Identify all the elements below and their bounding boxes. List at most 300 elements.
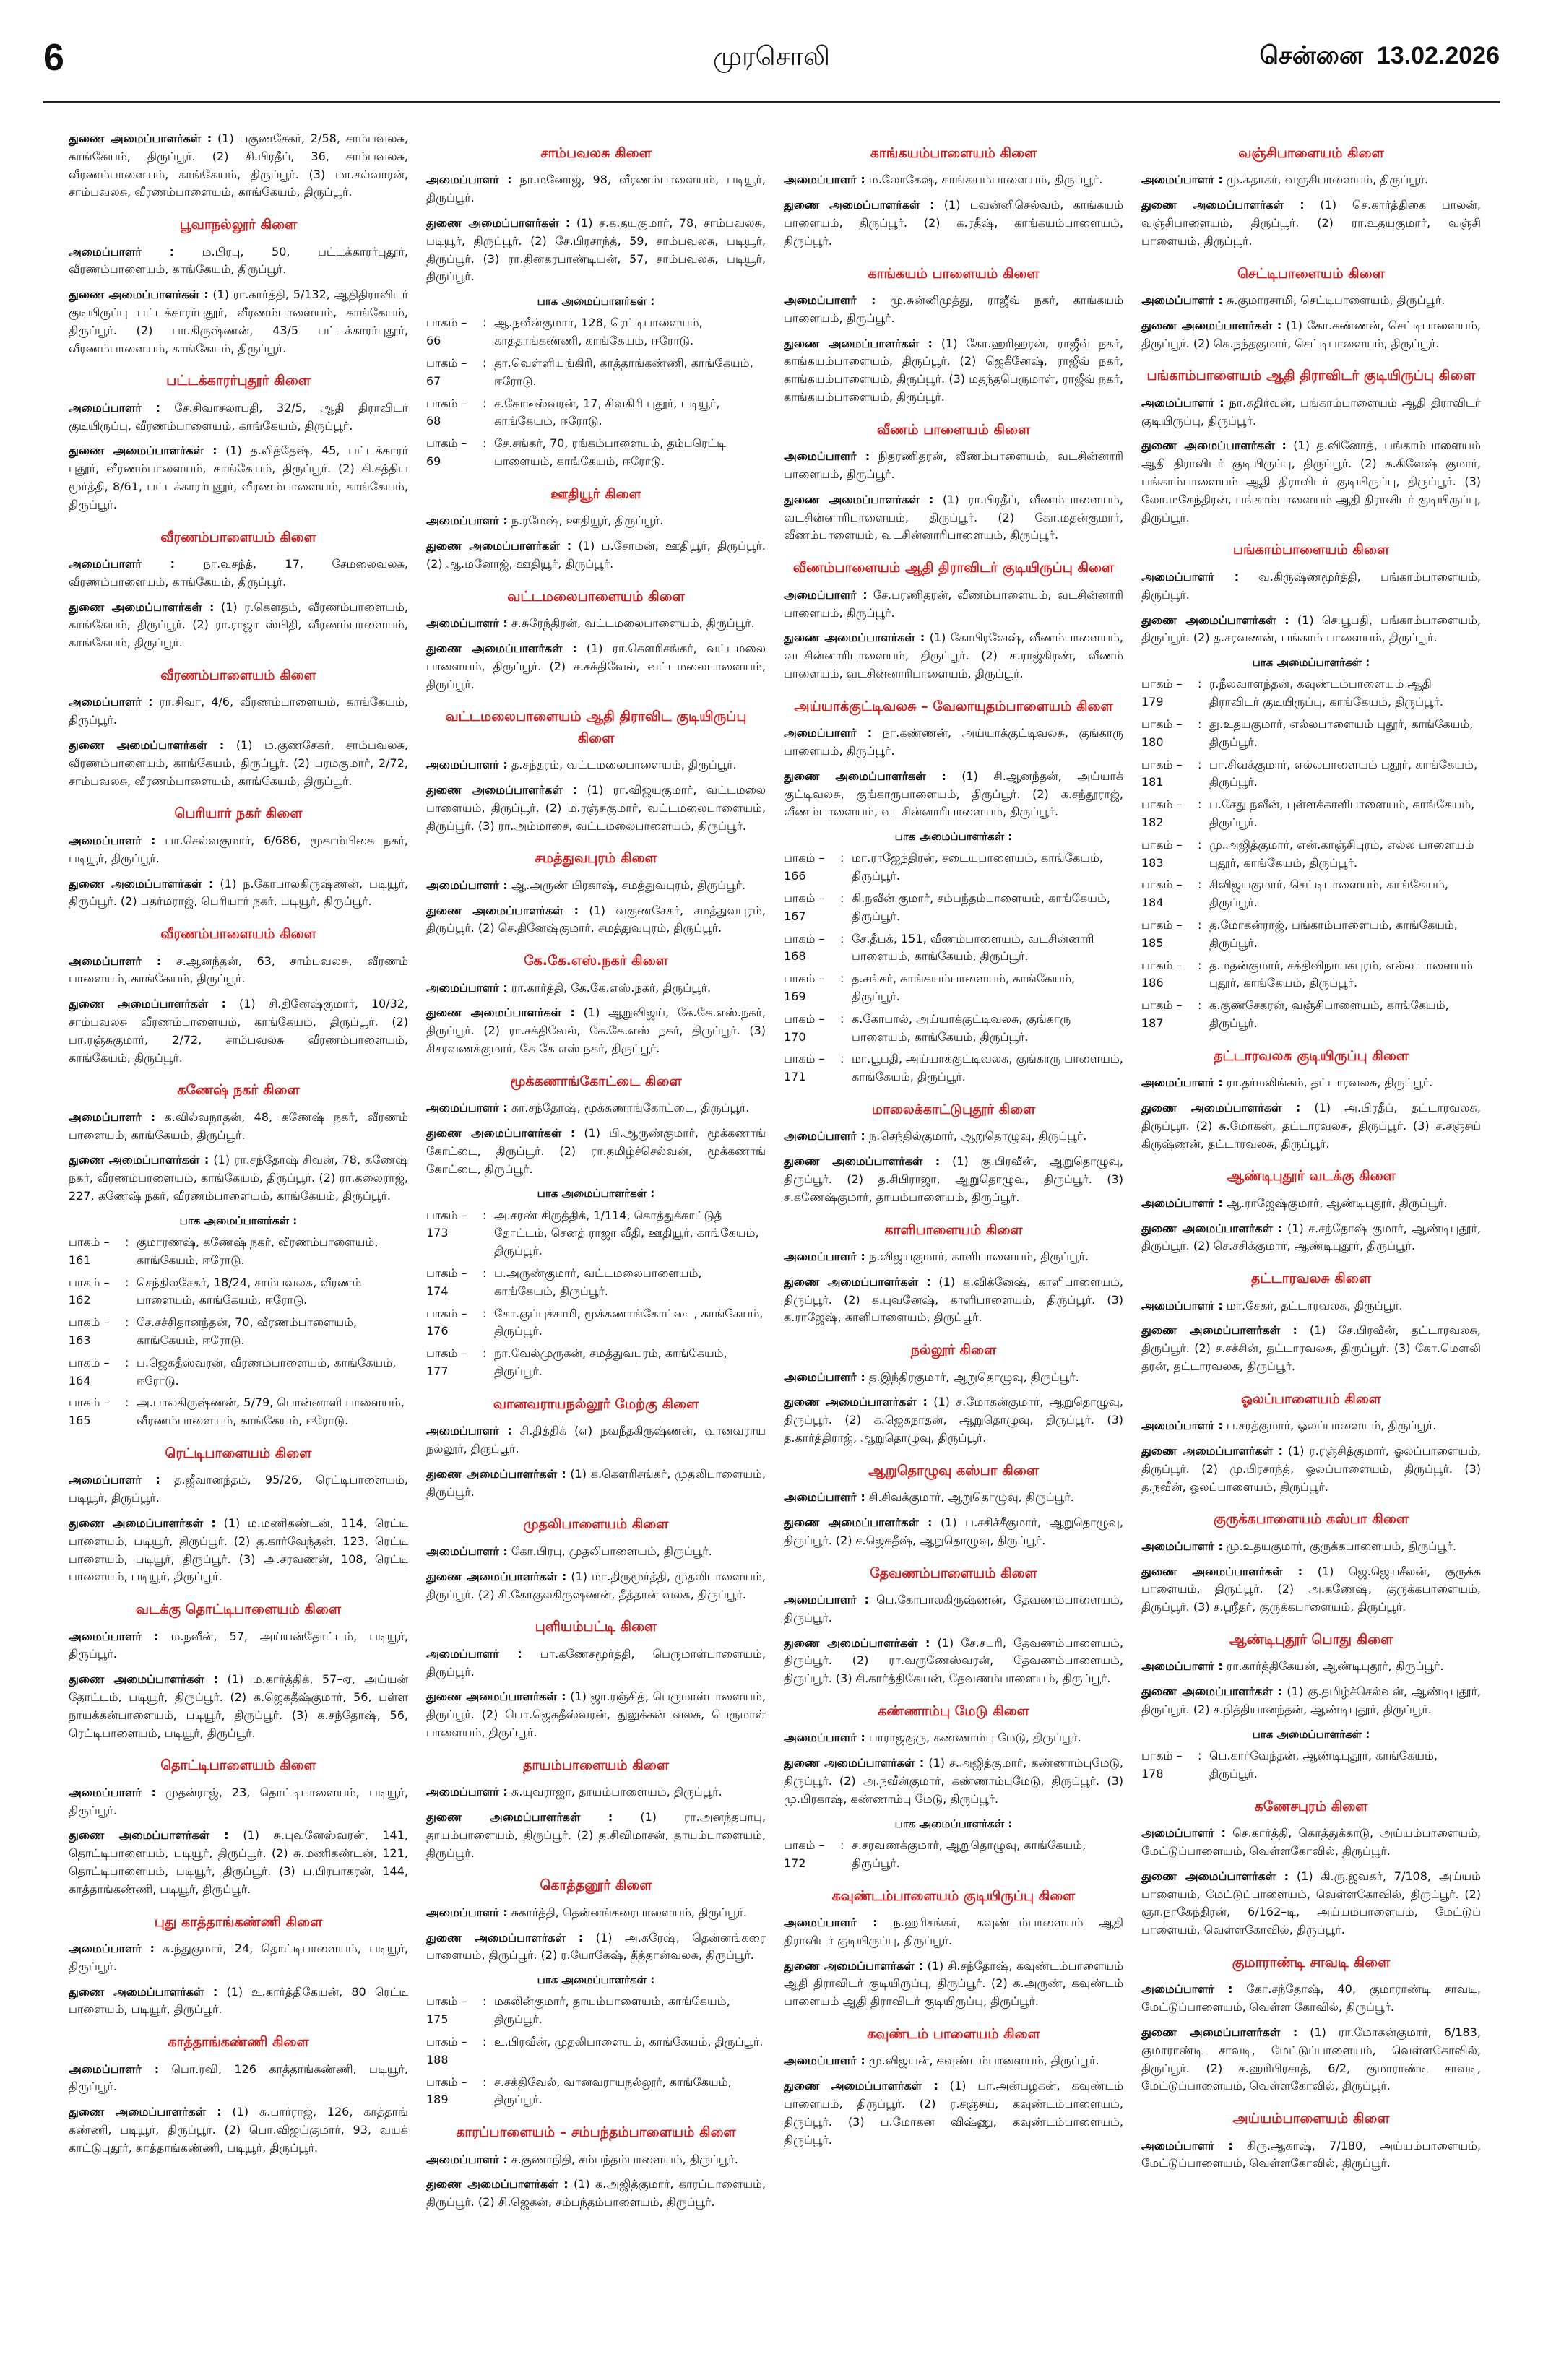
deputies-label: துணை அமைப்பாளர்கள் : [1141, 318, 1282, 332]
secretary-entry [426, 171, 766, 207]
branch-title: வட்டமலைபாளையம் கிளை [507, 588, 685, 605]
secretary-name: மு.சுதாகர், வஞ்சிபாளையம், திருப்பூர். [1226, 173, 1429, 187]
secretary-entry [1141, 2137, 1481, 2173]
deputies-label: துணை அமைப்பாளர்கள் : [69, 1153, 209, 1167]
dateline [1260, 42, 1500, 73]
deputies-label: துணை அமைப்பாளர்கள் : [1141, 1564, 1303, 1578]
deputies-entry [426, 1929, 766, 1965]
deputies-label: துணை அமைப்பாளர்கள் : [784, 2079, 938, 2093]
secretary-name: நா.மனோஜ், 98, வீரணம்பாளையம், படியூர், திருப்பூர். [426, 173, 766, 205]
part-entry [1141, 876, 1481, 912]
branch-block [69, 1912, 408, 2020]
branch-block [784, 1220, 1123, 1328]
deputies-label: துணை அமைப்பாளர்கள் : [426, 1809, 613, 1824]
deputies-names: (1) சி.தினேஷ்குமார், 10/32, சாம்பவலசு வீரணம்பாளையம், காங்கேயம், திருப்பூர். (2) பா.ரஞ்சுகுமார், 2/72, சாம்பவலசு வீரணம்பாளையம், காங்கேயம், திருப்பூர். [69, 997, 408, 1065]
part-number: பாகம் – 173 [426, 1208, 467, 1240]
branch-block [426, 143, 766, 471]
secretary-label: அமைப்பாளர் : [426, 980, 508, 995]
secretary-name: கிரு.ஆகாஷ், 7/180, அய்யம்பாளையம், மேட்டுப்பாளையம், வெள்ளகோவில், திருப்பூர். [1141, 2138, 1481, 2171]
secretary-name: சே.சிவாசலாபதி, 32/5, ஆதி திராவிடர் குடியிருப்பு, வீரணம்பாளையம், காங்கேயம், திருப்பூர். [69, 400, 408, 433]
secretary-name: சே.பரணிதரன், வீணம்பாளையம், வடசின்னாரி பாளையம், திருப்பூர். [784, 587, 1123, 620]
part-separator: : [840, 891, 844, 905]
branch-block [69, 371, 408, 514]
deputies-names: (1) ப.சசிச்சீகுமார், ஆறுதொழுவு, திருப்பூர். (2) ச.ஜெகதீஷ், ஆறுதொழுவு, திருப்பூர். [784, 1515, 1123, 1547]
deputies-label: துணை அமைப்பாளர்கள் : [426, 539, 572, 553]
deputies-entry [784, 491, 1123, 545]
deputies-label: துணை அமைப்பாளர்கள் : [69, 600, 215, 614]
deputies-names: (1) கோ.கண்ணன், செட்டிபாளையம், திருப்பூர். (2) கெ.நந்தகுமார், செட்டிபாளையம், திருப்பூர். [1141, 318, 1481, 350]
part-secretary: ர.நீலவாளந்தன், கவுண்டம்பாளையம் ஆதி திராவிடர் குடியிருப்பு, காங்கேயம், திருப்பூர். [1209, 677, 1443, 709]
secretary-name: ம.லோகேஷ், காங்கயம்பாளையம், திருப்பூர். [868, 173, 1103, 187]
deputies-entry [1141, 612, 1481, 648]
secretary-entry [69, 555, 408, 592]
part-secretary: த.மதன்குமார், சக்திவிநாயகபுரம், எல்ல பாளையம் புதூர், காங்கேயம், திருப்பூர். [1209, 958, 1473, 990]
deputies-entry [1141, 1683, 1481, 1719]
deputies-names: (1) ரா.கௌரிசங்கர், வட்டமலை பாளையம், திருப்பூர். (2) ச.சக்திவேல், வட்டமலைபாளையம், திருப்பூர். [426, 641, 766, 691]
secretary-entry [784, 1729, 1123, 1747]
branch-title: தட்டாரவலசு கிளை [1250, 1271, 1372, 1287]
secretary-label: அமைப்பாளர் : [69, 557, 176, 571]
column-3 [784, 130, 1123, 2355]
branch-title: நல்லூர் கிளை [910, 1342, 997, 1359]
secretary-name: சி.தித்திக் (எ) நவநீதகிருஷ்ணன், வானவராய நல்லூர், திருப்பூர். [426, 1424, 766, 1456]
deputies-entry [784, 2077, 1123, 2149]
part-separator: : [1198, 797, 1202, 812]
branch-block [784, 558, 1123, 683]
secretary-entry [69, 243, 408, 280]
secretary-entry [426, 979, 766, 998]
secretary-label: அமைப்பாளர் : [69, 244, 175, 259]
part-number: பாகம் – 177 [426, 1346, 467, 1379]
secretary-entry [426, 1783, 766, 1801]
branch-block [784, 1340, 1123, 1448]
branch-block [426, 1875, 766, 2109]
branch-block [426, 484, 766, 574]
secretary-entry [784, 587, 1123, 623]
branch-title: வீரணம்பாளையம் கிளை [160, 926, 316, 943]
branch-block [1141, 540, 1481, 1032]
deputies-names: (1) ஆறுவிஜய், கே.கே.எஸ்.நகர், திருப்பூர். (2) ரா.சக்திவேல், கே.கே.எஸ் நகர், திருப்பூர். (3) சிசரவணக்குமார், கே கே எஸ் நகர், திருப்பூர். [426, 1005, 766, 1056]
issue-date: 13.02.2026 [1376, 42, 1500, 69]
secretary-name: பெ.கோபாலகிருஷ்ணன், தேவணம்பாளையம், திருப்பூர். [784, 1593, 1123, 1624]
secretary-entry [784, 2052, 1123, 2070]
deputies-names: (1) அ.சுரேஷ், தென்னங்கரை பாளையம், திருப்பூர். (2) ர.யோகேஷ், தீத்தான்வலசு, திருப்பூர். [426, 1930, 766, 1963]
secretary-entry [426, 1904, 766, 1922]
secretary-label: அமைப்பாளர் : [784, 726, 873, 740]
part-separator: : [483, 1266, 487, 1281]
deputies-names: (1) ச.சந்தோஷ் குமார், ஆண்டிபுதூர், திருப்பூர். (2) செ.சசிக்குமார், ஆண்டிபுதூர், திருப்பூர். [1141, 1221, 1481, 1253]
deputies-label: துணை அமைப்பாளர்கள் : [69, 876, 214, 891]
secretary-entry [1141, 1538, 1481, 1556]
part-number: பாகம் – 184 [1141, 878, 1183, 910]
deputies-names: (1) ஜா.ரஞ்சித், பெருமாள்பாளையம், திருப்பூர். (2) பொ.ஜெகதீஸ்வரன், துலுக்கன் வலசு, பெருமாள் பாளையம், திருப்பூர். [426, 1689, 766, 1739]
deputies-names: (1) ரா.மோகன்குமார், 6/183, குமாராண்டி சாவடி, மேட்டுப்பாளையம், வெள்ளகோவில், திருப்பூர். (2) ச.ஹரிபிரசாத், 6/2, குமாராண்டி சாவடி, மேட்டுப்பாளையம், வெள்ளகோவில், திருப்பூர். [1141, 2025, 1481, 2093]
part-entry [1141, 997, 1481, 1033]
part-number: பாகம் – 174 [426, 1266, 467, 1298]
part-separator: : [483, 1208, 487, 1222]
secretary-name: ந.ஹரிசங்கர், கவுண்டம்பாளையம் ஆதி திராவிடர் குடியிருப்பு, திருப்பூர். [784, 1915, 1123, 1947]
deputies-label: துணை அமைப்பாளர்கள் : [784, 1515, 933, 1530]
secretary-entry [426, 615, 766, 633]
branch-title: வட்டமலைபாளையம் ஆதி திராவிட குடியிருப்பு கிளை [445, 709, 747, 746]
part-number: பாகம் – 175 [426, 1994, 467, 2027]
part-secretaries-heading: பாக அமைப்பாளர்கள் : [894, 1817, 1013, 1830]
secretary-name: மு.விஜயன், கவுண்டம்பாளையம், திருப்பூர். [868, 2054, 1099, 2068]
part-secretary: கோ.குப்புச்சாமி, மூக்கணாங்கோட்டை, காங்கேயம், திருப்பூர். [494, 1306, 764, 1338]
part-entry [426, 395, 766, 431]
secretary-name: த.இந்திரகுமார், ஆறுதொழுவு, திருப்பூர். [868, 1369, 1079, 1384]
part-entry [426, 1265, 766, 1301]
branch-title: புளியம்பட்டி கிளை [535, 1619, 657, 1635]
deputies-label: துணை அமைப்பாளர்கள் : [1141, 2025, 1298, 2039]
secretary-label: அமைப்பாளர் : [784, 1593, 869, 1607]
secretary-label: அமைப்பாளர் : [426, 2152, 508, 2166]
part-secretary: து.உதயகுமார், எல்லபாளையம் புதூர், காங்கேயம், திருப்பூர். [1209, 717, 1474, 749]
secretary-label: அமைப்பாளர் : [1141, 173, 1223, 187]
part-separator: : [1198, 837, 1202, 852]
deputies-label: துணை அமைப்பாளர்கள் : [69, 287, 209, 302]
secretary-name: ச.சுரேந்திரன், வட்டமலைபாளையம், திருப்பூர். [511, 616, 755, 631]
secretary-entry [784, 1128, 1123, 1146]
deputies-entry [426, 537, 766, 574]
part-secretaries-heading: பாக அமைப்பாளர்கள் : [537, 1187, 655, 1200]
secretary-name: நா.சுதிர்வன், பங்காம்பாளையம் ஆதி திராவிடர் குடியிருப்பு, திருப்பூர். [1141, 395, 1481, 428]
part-secretary: ப.சேது நவீன், புள்ளக்காளிபாளையம், காங்கேயம், திருப்பூர். [1209, 797, 1475, 829]
deputies-entry [784, 1754, 1123, 1808]
branch-title: புது காத்தாங்கண்ணி கிளை [154, 1913, 323, 1930]
part-number: பாகம் – 171 [784, 1052, 825, 1084]
secretary-label: அமைப்பாளர் : [426, 1646, 522, 1661]
deputies-entry [784, 1514, 1123, 1550]
part-secretary: ச.சரவணக்குமார், ஆறுதொழுவு, காங்கேயம், திருப்பூர். [852, 1838, 1086, 1870]
part-entry [1141, 756, 1481, 792]
deputies-label: துணை அமைப்பாளர்கள் : [784, 1635, 930, 1650]
part-secretary: க.கோபால், அய்யாக்குட்டிவலசு, குங்காரு பாளையம், காங்கேயம், திருப்பூர். [852, 1011, 1071, 1044]
branch-title: முதலிபாளையம் கிளை [523, 1516, 669, 1533]
part-number: பாகம் – 67 [426, 356, 467, 388]
secretary-name: த.ஜீவானந்தம், 95/26, ரெட்டிபாளையம், படியூர், திருப்பூர். [69, 1473, 408, 1505]
deputies-names: (1) த.வினோத், பங்காம்பாளையம் ஆதி திராவிடர் குடியிருப்பு, திருப்பூர். (2) க.கிளேஷ் குமார், பங்காம்பாளையம் ஆதி திராவிடர் குடியிருப்பு, திருப்பூர். (3) லோ.மகேந்திரன், பங்காம்பாளையம் ஆதி திராவிடர் குடியிருப்பு, திருப்பூர். [1141, 438, 1481, 524]
branch-title: கொத்தனூர் கிளை [540, 1877, 652, 1894]
branch-block [1141, 2108, 1481, 2173]
branch-title: மூக்கணாங்கோட்டை கிளை [510, 1073, 682, 1089]
branch-title: கே.கே.எஸ்.நகர் கிளை [524, 953, 668, 969]
branch-block [426, 587, 766, 694]
part-secretary: த.சங்கர், காங்கயம்பாளையம், காங்கேயம், திருப்பூர். [852, 972, 1076, 1003]
deputies-names: (1) ம.கார்த்திக், 57–ஏ, அய்யன் தோட்டம், படியூர், திருப்பூர். (2) க.ஜெகதீஷ்குமார், 56, பள்ள நாயக்கன்பாளையம், படியூர், திருப்பூர். (3) க.சந்தோஷ், 56, ரெட்டிபாளையம், படியூர், திருப்பூர். [69, 1672, 408, 1740]
secretary-entry [1141, 1825, 1481, 1861]
secretary-entry [784, 1248, 1123, 1266]
branch-title: செட்டிபாளையம் கிளை [1237, 265, 1385, 282]
part-number: பாகம் – 66 [426, 316, 467, 348]
part-number: பாகம் – 165 [69, 1395, 110, 1428]
deputies-label: துணை அமைப்பாளர்கள் : [1141, 1323, 1297, 1338]
column-4 [1141, 130, 1481, 2355]
branch-block [69, 215, 408, 358]
secretary-name: ஆ.அருண் பிரகாஷ், சமத்துவபுரம், திருப்பூர். [511, 878, 746, 892]
part-separator: : [1198, 677, 1202, 691]
secretary-entry [69, 1109, 408, 1145]
part-number: பாகம் – 176 [426, 1306, 467, 1338]
part-secretary: செந்திலசேகர், 18/24, சாம்பவலசு, வீரணம் பாளையம், காங்கேயம், ஈரோடு. [137, 1275, 362, 1307]
branch-title: வஞ்சிபாளையம் கிளை [1238, 145, 1384, 161]
part-secretaries-heading: பாக அமைப்பாளர்கள் : [894, 830, 1013, 844]
branch-block [1141, 1389, 1481, 1497]
deputies-entry [69, 1515, 408, 1586]
part-number: பாகம் – 170 [784, 1011, 825, 1044]
deputies-entry [69, 2103, 408, 2157]
part-secretaries-heading: பாக அமைப்பாளர்கள் : [1252, 656, 1370, 670]
part-separator: : [483, 1346, 487, 1361]
deputies-entry [69, 1151, 408, 1205]
secretary-label: அமைப்பாளர் : [426, 616, 508, 631]
deputies-names: (1) ரா.விஜயகுமார், வட்டமலை பாளையம், திருப்பூர். (2) ம.ரஞ்சுகுமார், வட்டமலைபாளையம், திருப்பூர். (3) ரா.அம்மாசை, வட்டமலைபாளையம், திருப்பூர். [426, 782, 766, 833]
deputies-names: (1) கு.பிரவீன், ஆறுதொழுவு, திருப்பூர். (2) த.சிபிராஜா, ஆறுதொழுவு, திருப்பூர். (3) ச.கணேஷ்குமார், தாயம்பாளையம், திருப்பூர். [784, 1154, 1123, 1204]
article-columns [69, 130, 1481, 2355]
part-entry [1141, 716, 1481, 752]
deputies-label: துணை அமைப்பாளர்கள் : [426, 1466, 566, 1481]
deputies-names: (1) சி.ஆனந்தன், அய்யாக் குட்டிவலசு, குங்காருபாளையம், திருப்பூர். (2) க.சந்தூராஜ், வீணம்பாளையம், வடசின்னாரிபாளையம், திருப்பூர். [784, 769, 1123, 819]
secretary-label: அமைப்பாளர் : [69, 695, 153, 709]
deputies-label: துணை அமைப்பாளர்கள் : [426, 641, 577, 655]
deputies-label: துணை அமைப்பாளர்கள் : [69, 1984, 218, 1999]
deputies-names: (1) பகுணசேகர், 2/58, சாம்பவலசு, காங்கேயம், திருப்பூர். (2) சி.பிரதீப், 36, சாம்பவலசு, வீரணம்பாளையம், காங்கேயம், திருப்பூர். (3) மா.சல்வாரன், சாம்பவலசு, வீரணம்பாளையம், காங்கேயம், திருப்பூர். [69, 131, 408, 199]
deputies-entry [784, 1393, 1123, 1447]
secretary-label: அமைப்பாளர் : [69, 953, 162, 968]
part-secretary: மா.ராஜேந்திரன், சடையபாளையம், காங்கேயம், திருப்பூர். [852, 851, 1103, 883]
deputies-names: (1) கோ.ஹரிஹரன், ராஜீவ் நகர், காங்கயம்பாளையம், திருப்பூர். (2) ஜெகீனேஷ், ராஜீவ் நகர், காங்கயம்பாளையம், திருப்பூர். (3) மதந்தபெருமாள், ராஜீவ் நகர், காங்கயம்பாளையம், திருப்பூர். [784, 336, 1123, 404]
part-number: பாகம் – 183 [1141, 837, 1183, 870]
secretary-name: பொ.ரவி, 126 காத்தாங்கண்ணி, படியூர், திருப்பூர். [69, 2061, 408, 2094]
deputies-label: துணை அமைப்பாளர்கள் : [784, 1154, 941, 1169]
deputies-names: (1) ச.மோகன்குமார், ஆறுதொழுவு, திருப்பூர். (2) க.ஜெகநாதன், ஆறுதொழுவு, திருப்பூர். (3) த.கார்த்திராஜ், ஆறுதொழுவு, திருப்பூர். [784, 1395, 1123, 1445]
branch-block [784, 143, 1123, 251]
branch-title: ஆறுதொழுவு கஸ்பா கிளை [868, 1462, 1040, 1479]
secretary-name: மு.உதயகுமார், குருக்கபாளையம், திருப்பூர். [1226, 1539, 1457, 1553]
deputies-names: (1) சு.புவனேஸ்வரன், 141, தொட்டிபாளையம், படியூர், திருப்பூர். (2) சு.மணிகண்டன், 121, தொட்டிபாளையம், படியூர், திருப்பூர். (3) ப.பிரபாகரன், 144, காத்தாங்கண்ணி, படியூர், திருப்பூர். [69, 1828, 408, 1896]
secretary-entry [1141, 1297, 1481, 1315]
deputies-names: (1) கோபிரவேஷ், வீணம்பாளையம், வடசின்னாரிபாளையம், திருப்பூர். (2) க.ராஜ்கிரண், வீணம் பாளையம், வடசின்னாரிபாளையம், திருப்பூர். [784, 631, 1123, 680]
branch-title: அய்யம்பாளையம் கிளை [1232, 2111, 1390, 2127]
part-separator: : [1198, 958, 1202, 972]
branch-block [1141, 1796, 1481, 1939]
deputies-names: (1) கி.ரு.ஜவகர், 7/108, அய்யம் பாளையம், மேட்டுப்பாளையம், வெள்ளகோவில், திருப்பூர். (2) ஞா.நாகேந்திரன், 6/162–டி, அய்யம்பாளையம், மேட்டுப் பாளையம், வெள்ளகோவில், திருப்பூர். [1141, 1869, 1481, 1937]
branch-title: கணேஷ் நகர் கிளை [177, 1082, 300, 1099]
part-secretary: நா.வேல்முருகன், சமத்துவபுரம், காங்கேயம், திருப்பூர். [494, 1346, 727, 1379]
branch-block [784, 1886, 1123, 2011]
secretary-label: அமைப்பாளர் : [1141, 1076, 1223, 1090]
secretary-entry [784, 292, 1123, 328]
deputies-entry [784, 196, 1123, 250]
deputies-entry [69, 286, 408, 358]
secretary-label: அமைப்பாளர் : [426, 1101, 508, 1115]
branch-title: தேவணம்பாளையம் கிளை [870, 1565, 1037, 1581]
secretary-label: அமைப்பாளர் : [1141, 1539, 1223, 1553]
part-secretaries-heading: பாக அமைப்பாளர்கள் : [1252, 1727, 1370, 1741]
deputies-names: (1) ச.க.தயகுமார், 78, சாம்பவலசு, படியூர், திருப்பூர். (2) சே.பிரசாந்த், 59, சாம்பவலசு, படியூர், திருப்பூர். (3) ரா.தினகரபாண்டியன், 57, சாம்பவலசு, படியூர், திருப்பூர். [426, 216, 766, 284]
city: சென்னை [1259, 42, 1363, 69]
secretary-name: ந.செந்தில்குமார், ஆறுதொழுவு, திருப்பூர். [868, 1129, 1087, 1143]
deputies-entry [426, 902, 766, 938]
branch-title: தட்டாரவலசு குடியிருப்பு கிளை [1214, 1047, 1409, 1064]
part-secretary: ஆ.நவீன்குமார், 128, ரெட்டிபாளையம், காத்தாங்கண்ணி, காங்கேயம், ஈரோடு. [494, 316, 703, 348]
part-number: பாகம் – 164 [69, 1355, 110, 1388]
secretary-label: அமைப்பாளர் : [426, 1905, 508, 1919]
deputies-names: (1) ரா.பிரதீப், வீணம்பாளையம், வடசின்னாரிபாளையம், திருப்பூர். (2) கோ.மதன்குமார், வீணம்பாளையம், வடசின்னாரிபாளையம், திருப்பூர். [784, 492, 1123, 542]
secretary-entry [1141, 394, 1481, 430]
branch-title: வீணம்பாளையம் ஆதி திராவிடர் குடியிருப்பு கிளை [792, 560, 1115, 576]
secretary-label: அமைப்பாளர் : [784, 2054, 865, 2068]
deputies-label: துணை அமைப்பாளர்கள் : [784, 1958, 924, 1973]
deputies-label: துணை அமைப்பாளர்கள் : [1141, 1869, 1289, 1883]
part-separator: : [125, 1234, 129, 1249]
branch-block [426, 1394, 766, 1502]
part-separator: : [1198, 917, 1202, 932]
deputies-names: (1) ரா.சந்தோஷ் சிவன், 78, கணேஷ் நகர், வீரணம்பாளையம், காங்கேயம், திருப்பூர். (2) ரா.கலைராஜ், 227, கணேஷ் நகர், வீரணம்பாளையம், காங்கேயம், திருப்பூர். [69, 1153, 408, 1203]
deputies-label: துணை அமைப்பாளர்கள் : [1141, 1100, 1301, 1115]
part-secretary: அ.பாலகிருஷ்ணன், 5/79, பொன்னாளி பாளையம், வீரணம்பாளையம், காங்கேயம், ஈரோடு. [137, 1395, 405, 1428]
part-separator: : [1198, 757, 1202, 771]
part-secretary: மகலின்குமார், தாயம்பாளையம், காங்கேயம், திருப்பூர். [494, 1994, 730, 2027]
secretary-name: க.வில்வநாதன், 48, கணேஷ் நகர், வீரணம் பாளையம், காங்கேயம், திருப்பூர். [69, 1109, 408, 1142]
deputies-entry [426, 1568, 766, 1604]
secretary-name: நிதரணிதரன், வீணம்பாளையம், வடசின்னாரி பாளையம், திருப்பூர். [784, 449, 1123, 482]
branch-block [784, 1563, 1123, 1688]
branch-title: ரெட்டிபாளையம் கிளை [165, 1445, 312, 1461]
branch-title: காங்கயம்பாளையம் கிளை [870, 145, 1037, 161]
secretary-label: அமைப்பாளர் : [426, 878, 508, 892]
deputies-entry [69, 995, 408, 1067]
deputies-names: (1) ப.சோமன், ஊதியூர், திருப்பூர். (2) ஆ.மனோஜ், ஊதியூர், திருப்பூர். [426, 539, 766, 571]
branch-block [69, 665, 408, 790]
part-separator: : [1198, 1749, 1202, 1763]
part-entry [784, 890, 1123, 926]
secretary-name: கோ.சந்தோஷ், 40, குமாராண்டி சாவடி, மேட்டுப்பாளையம், வெள்ள கோவில், திருப்பூர். [1141, 1982, 1481, 2015]
part-entry [426, 1345, 766, 1381]
part-separator: : [840, 931, 844, 945]
deputies-label: துணை அமைப்பாளர்கள் : [69, 1828, 229, 1843]
deputies-entry [426, 1466, 766, 1502]
deputies-names: (1) ந.கோபாலகிருஷ்ணன், படியூர், திருப்பூர். (2) பதர்மராஜ், பெரியார் நகர், படியூர், திருப்பூர். [69, 876, 408, 909]
part-separator: : [483, 2035, 487, 2049]
secretary-entry [426, 512, 766, 530]
deputies-entry [1141, 1322, 1481, 1375]
secretary-name: மு.சுன்னிமுத்து, ராஜீவ் நகர், காங்கயம் பாளையம், திருப்பூர். [784, 293, 1123, 325]
branch-block [426, 1755, 766, 1863]
part-secretary: குமாரணஷ், கணேஷ் நகர், வீரணம்பாளையம், காங்கேயம், ஈரோடு. [137, 1234, 379, 1267]
branch-block [1141, 1046, 1481, 1154]
secretary-entry [69, 953, 408, 989]
branch-block [784, 1099, 1123, 1207]
deputies-label: துணை அமைப்பாளர்கள் : [69, 738, 225, 753]
secretary-entry [69, 1471, 408, 1507]
secretary-label: அமைப்பாளர் : [1141, 395, 1224, 410]
secretary-label: அமைப்பாளர் : [69, 833, 156, 847]
secretary-name: வ.கிருஷ்ணமூர்த்தி, பங்காம்பாளையம், திருப்பூர். [1141, 569, 1481, 602]
secretary-entry [69, 399, 408, 436]
deputies-names: (1) ர.ரஞ்சித்குமார், ஓலப்பாளையம், திருப்பூர். (2) மு.பிரசாந்த், ஓலப்பாளையம், திருப்பூர். (3) த.நவீன், ஓலப்பாளையம், திருப்பூர். [1141, 1444, 1481, 1494]
branch-title: வீரணம்பாளையம் கிளை [160, 667, 316, 684]
deputies-names: (1) பா.அன்பழகன், கவுண்டம் பாளையம், திருப்பூர். (2) ர.சஞ்சய், கவுண்டம்பாளையம், திருப்பூர். (3) ப.மோகன விஷ்ணு, கவுண்டம்பாளையம், திருப்பூர். [784, 2079, 1123, 2147]
deputies-entry [1141, 2024, 1481, 2095]
branch-title: சாம்பவலசு கிளை [540, 145, 652, 161]
branch-block [784, 420, 1123, 545]
secretary-entry [69, 1628, 408, 1664]
part-separator: : [1198, 717, 1202, 731]
secretary-entry [426, 877, 766, 895]
secretary-entry [69, 832, 408, 868]
part-number: பாகம் – 163 [69, 1315, 110, 1347]
deputies-label: துணை அமைப்பாளர்கள் : [69, 997, 227, 1011]
part-entry [426, 355, 766, 391]
deputies-entry [69, 599, 408, 652]
part-separator: : [483, 1994, 487, 2009]
secretary-label: அமைப்பாளர் : [784, 1129, 865, 1143]
part-separator: : [483, 356, 487, 371]
secretary-name: முதன்ராஜ், 23, தொட்டிபாளையம், படியூர், திருப்பூர். [69, 1785, 408, 1817]
part-separator: : [840, 1838, 844, 1852]
part-separator: : [125, 1395, 129, 1410]
secretary-entry [1141, 1658, 1481, 1676]
part-entry [426, 314, 766, 350]
secretary-entry [426, 1099, 766, 1117]
part-entry [426, 435, 766, 471]
secretary-label: அமைப்பாளர் : [426, 1544, 508, 1558]
part-entry [784, 1837, 1123, 1873]
column-1 [69, 130, 408, 2355]
part-secretary: உ.பிரவீன், முதலிபாளையம், காங்கேயம், திருப்பூர். [494, 2035, 764, 2049]
secretary-name: ந.விஜயகுமார், காளிபாளையம், திருப்பூர். [868, 1249, 1089, 1263]
part-entry [426, 1207, 766, 1260]
branch-block [69, 1755, 408, 1898]
deputies-entry [426, 2176, 766, 2212]
branch-block [69, 924, 408, 1067]
branch-block [426, 951, 766, 1058]
branch-title: ஊதியூர் கிளை [550, 485, 641, 502]
part-number: பாகம் – 186 [1141, 958, 1183, 990]
part-separator: : [840, 972, 844, 986]
branch-block [1141, 1166, 1481, 1255]
branch-title: ஆண்டிபுதூர் பொது கிளை [1229, 1632, 1393, 1648]
deputies-entry [784, 1957, 1123, 2011]
part-secretary: த.மோகன்ராஜ், பங்காம்பாளையம், காங்கேயம், திருப்பூர். [1209, 917, 1458, 950]
deputies-label: துணை அமைப்பாளர்கள் : [1141, 198, 1305, 212]
branch-title: காளிபாளையம் கிளை [884, 1221, 1023, 1238]
part-number: பாகம் – 187 [1141, 998, 1183, 1030]
part-secretary: தா.வெள்ளியங்கிரி, காத்தாங்கண்ணி, காங்கேயம், ஈரோடு. [494, 356, 753, 388]
deputies-label: துணை அமைப்பாளர்கள் : [784, 1395, 928, 1409]
part-number: பாகம் – 185 [1141, 917, 1183, 950]
part-entry [1141, 675, 1481, 711]
deputies-label: துணை அமைப்பாளர்கள் : [1141, 1221, 1283, 1235]
branch-title: குருக்கபாளையம் கஸ்பா கிளை [1213, 1511, 1409, 1528]
secretary-entry [1141, 292, 1481, 310]
part-separator: : [483, 396, 487, 410]
secretary-label: அமைப்பாளர் : [1141, 1419, 1223, 1433]
deputies-names: (1) ச.அஜித்குமார், கண்ணாம்புமேடு, திருப்பூர். (2) அ.நவீன்குமார், கண்ணாம்புமேடு, திருப்பூர். (3) மு.பிரகாஷ், கண்ணாம்பு மேடு, திருப்பூர். [784, 1756, 1123, 1806]
branch-block [69, 527, 408, 652]
deputies-entry [426, 640, 766, 693]
secretary-name: மா.சேகர், தட்டாரவலசு, திருப்பூர். [1226, 1298, 1403, 1312]
deputies-names: (1) பி.ஆருண்குமார், மூக்கணாங் கோட்டை, திருப்பூர். (2) ரா.தமிழ்ச்செல்வன், மூக்கணாங் கோட்டை, திருப்பூர். [426, 1126, 766, 1176]
page-header [43, 36, 1500, 108]
deputies-label: துணை அமைப்பாளர்கள் : [426, 1005, 575, 1020]
part-entry [69, 1314, 408, 1350]
branch-title: வீரணம்பாளையம் கிளை [160, 529, 316, 545]
branch-block [426, 1617, 766, 1741]
deputies-names: (1) ம.மணிகண்டன், 114, ரெட்டி பாளையம், படியூர், திருப்பூர். (2) த.கார்வேந்தன், 123, ரெட்டி பாளையம், படியூர், திருப்பூர். (3) அ.சரவணன், 108, ரெட்டி பாளையம், படியூர், திருப்பூர். [69, 1515, 408, 1584]
part-secretary: பெ.கார்வேந்தன், ஆண்டிபுதூர், காங்கேயம், திருப்பூர். [1209, 1749, 1438, 1780]
